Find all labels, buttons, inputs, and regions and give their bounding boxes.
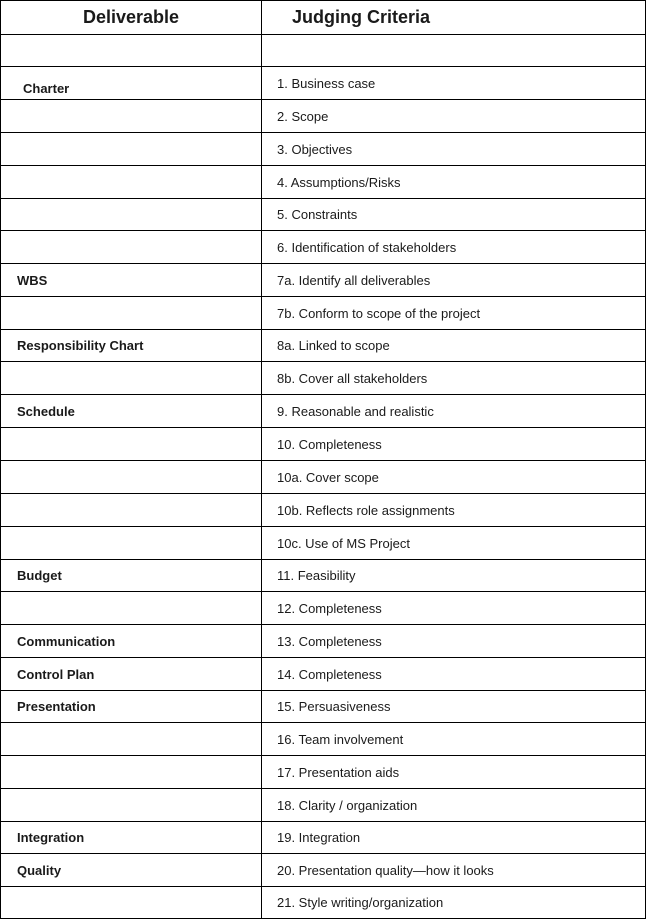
criteria-cell: 7b. Conform to scope of the project (277, 305, 481, 321)
criteria-cell (262, 35, 645, 66)
deliverable-cell: Budget (1, 560, 262, 591)
table-row (1, 822, 645, 854)
deliverable-cell (1, 461, 262, 493)
deliverable-cell: WBS (1, 264, 262, 296)
table-row (1, 297, 645, 330)
deliverable-cell (1, 428, 262, 460)
criteria-cell: 5. Constraints (277, 207, 358, 222)
table-row (1, 560, 645, 592)
criteria-cell: 2. Scope (277, 108, 329, 124)
criteria-cell: 6. Identification of stakeholders (277, 239, 457, 255)
table-row (1, 264, 645, 297)
criteria-cell: 21. Style writing/organization (277, 895, 444, 910)
table-row (1, 789, 645, 822)
table-row (1, 756, 645, 789)
criteria-cell: 8a. Linked to scope (277, 338, 390, 353)
table-row (1, 395, 645, 428)
criteria-cell: 1. Business case (277, 75, 376, 91)
table-row (1, 691, 645, 723)
deliverable-cell: Charter (1, 67, 262, 99)
deliverable-cell (1, 100, 262, 132)
deliverable-cell (1, 166, 262, 198)
criteria-cell: 10c. Use of MS Project (277, 535, 410, 551)
criteria-cell: 11. Feasibility (277, 568, 356, 583)
header-judging-criteria: Judging Criteria (292, 7, 431, 27)
deliverable-cell: Control Plan (1, 658, 262, 690)
deliverable-cell: Quality (1, 854, 262, 886)
criteria-cell: 16. Team involvement (277, 731, 404, 747)
table-row (1, 362, 645, 395)
deliverable-cell (1, 887, 262, 918)
criteria-cell: 20. Presentation quality—how it looks (277, 862, 494, 878)
criteria-cell: 10a. Cover scope (277, 469, 379, 485)
table-row (1, 428, 645, 461)
criteria-cell: 8b. Cover all stakeholders (277, 370, 428, 386)
table-body (1, 35, 645, 919)
deliverable-cell (1, 199, 262, 230)
table-row (1, 100, 645, 133)
table-row (1, 133, 645, 166)
table-row (1, 35, 645, 67)
criteria-cell: 15. Persuasiveness (277, 699, 391, 714)
deliverable-cell: Schedule (1, 395, 262, 427)
table-row (1, 67, 645, 100)
criteria-cell: 18. Clarity / organization (277, 797, 418, 813)
table-row (1, 658, 645, 691)
criteria-cell: 10b. Reflects role assignments (277, 502, 455, 518)
criteria-cell: 9. Reasonable and realistic (277, 403, 434, 419)
deliverable-cell (1, 362, 262, 394)
deliverable-cell (1, 723, 262, 755)
table-row (1, 887, 645, 919)
table-row (1, 199, 645, 231)
table-row (1, 592, 645, 625)
criteria-cell: 4. Assumptions/Risks (277, 174, 401, 190)
criteria-cell: 7a. Identify all deliverables (277, 272, 431, 288)
deliverable-cell: Integration (1, 822, 262, 853)
table-row (1, 527, 645, 560)
table-row (1, 461, 645, 494)
deliverable-cell (1, 527, 262, 559)
deliverable-cell: Responsibility Chart (1, 330, 262, 361)
deliverable-cell (1, 756, 262, 788)
table-row (1, 494, 645, 527)
criteria-cell: 10. Completeness (277, 436, 382, 452)
table-row (1, 166, 645, 199)
table-row (1, 625, 645, 658)
deliverable-cell (1, 35, 262, 66)
deliverable-cell (1, 133, 262, 165)
criteria-cell: 14. Completeness (277, 666, 382, 682)
table-row (1, 723, 645, 756)
deliverable-cell (1, 592, 262, 624)
deliverable-cell (1, 494, 262, 526)
criteria-cell: 3. Objectives (277, 141, 353, 157)
table-row (1, 854, 645, 887)
table-row (1, 330, 645, 362)
deliverable-cell (1, 789, 262, 821)
table-header-row (1, 1, 645, 35)
deliverable-cell (1, 231, 262, 263)
deliverable-cell (1, 297, 262, 329)
deliverable-cell: Presentation (1, 691, 262, 722)
criteria-cell: 17. Presentation aids (277, 764, 400, 780)
table-row (1, 231, 645, 264)
criteria-cell: 13. Completeness (277, 633, 382, 649)
criteria-cell: 12. Completeness (277, 600, 382, 616)
header-deliverable: Deliverable (1, 1, 262, 34)
deliverable-cell: Communication (1, 625, 262, 657)
criteria-cell: 19. Integration (277, 830, 361, 845)
